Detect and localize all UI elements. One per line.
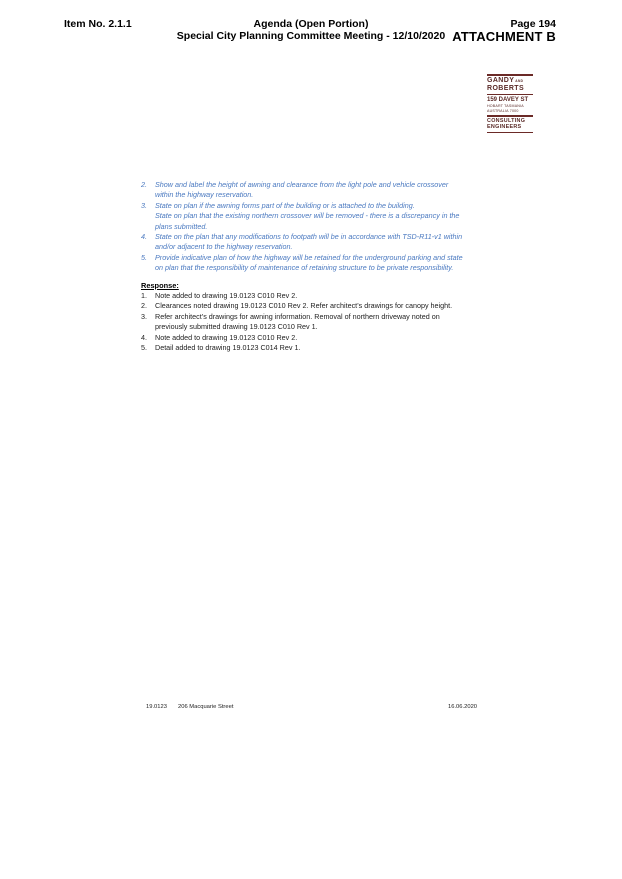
logo-name-2: ROBERTS	[487, 84, 525, 92]
response-item	[141, 343, 486, 353]
request-line: State on plan that the existing northern crossover will be removed - there is a discrepancy in the	[155, 211, 460, 221]
company-logo	[487, 73, 533, 134]
logo-name-gandy: GANDY	[487, 76, 515, 84]
footer-date: 16.06.2020	[448, 704, 478, 710]
request-line: and/or adjacent to the highway reservation.	[155, 242, 293, 252]
footer-job-number: 19.0123	[146, 704, 167, 710]
request-line: State on the plan that any modifications to footpath will be in accordance with TSD-R11-v1 within	[155, 232, 463, 242]
request-item	[141, 253, 486, 274]
logo-address-2: HOBART TASMANIA	[487, 104, 524, 108]
request-number: 2.	[141, 180, 147, 189]
logo-tagline-2: ENGINEERS	[487, 124, 522, 130]
logo-tagline-1: CONSULTING	[487, 117, 526, 124]
response-line: previously submitted drawing 19.0123 C010 Rev 1.	[155, 322, 318, 332]
request-item	[141, 201, 486, 232]
response-list	[141, 291, 486, 353]
response-line: Detail added to drawing 19.0123 C014 Rev 1.	[155, 343, 301, 353]
response-item	[141, 333, 486, 343]
logo-rule-mid	[487, 94, 533, 96]
request-number: 3.	[141, 200, 147, 210]
attachment-label: ATTACHMENT B	[452, 29, 556, 44]
logo-rule-lower	[487, 115, 533, 117]
response-number: 2.	[141, 301, 147, 311]
request-line: Provide indicative plan of how the highway will be retained for the underground parking and state	[155, 252, 463, 262]
item-number: Item No. 2.1.1	[64, 18, 132, 30]
request-number: 5.	[141, 252, 147, 262]
page-number: Page 194	[510, 18, 556, 30]
footer-address: 206 Macquarie Street	[178, 704, 234, 710]
request-item	[141, 180, 486, 201]
logo-name-1	[487, 77, 533, 85]
response-number: 5.	[141, 343, 147, 353]
logo-rule-bottom	[487, 132, 533, 134]
agenda-line-1: Agenda (Open Portion)	[253, 18, 369, 30]
request-item	[141, 232, 486, 253]
response-item	[141, 301, 486, 311]
logo-address-1: 159 DAVEY ST	[487, 97, 529, 103]
response-line: Refer architect’s drawings for awning information. Removal of northern driveway noted on	[155, 311, 440, 321]
logo-and: AND	[515, 78, 524, 83]
response-line: Clearances noted drawing 19.0123 C010 Rev 2. Refer architect’s drawings for canopy height.	[155, 301, 453, 311]
page-info	[452, 18, 556, 44]
response-line: Note added to drawing 19.0123 C010 Rev 2.	[155, 332, 298, 342]
council-requests-list	[141, 180, 486, 274]
response-heading: Response:	[141, 281, 179, 290]
logo-rule-top	[487, 74, 533, 76]
request-line: within the highway reservation.	[155, 190, 254, 200]
request-number: 4.	[141, 232, 147, 242]
request-line: Show and label the height of awning and clearance from the light pole and vehicle crossover	[155, 180, 449, 189]
response-number: 4.	[141, 332, 147, 342]
response-line: Note added to drawing 19.0123 C010 Rev 2.	[155, 291, 298, 300]
request-line: on plan that the responsibility of maintenance of retaining structure to be private responsibility.	[155, 263, 454, 273]
request-line: plans submitted.	[155, 221, 208, 231]
response-item	[141, 291, 486, 301]
response-number: 3.	[141, 311, 147, 321]
agenda-line-2: Special City Planning Committee Meeting - 12/10/2020	[176, 30, 446, 42]
response-item	[141, 312, 486, 333]
request-line: State on plan if the awning forms part of the building or is attached to the building.	[155, 200, 415, 210]
logo-address-3: AUSTRALIA 7000	[487, 109, 519, 113]
response-number: 1.	[141, 291, 147, 300]
